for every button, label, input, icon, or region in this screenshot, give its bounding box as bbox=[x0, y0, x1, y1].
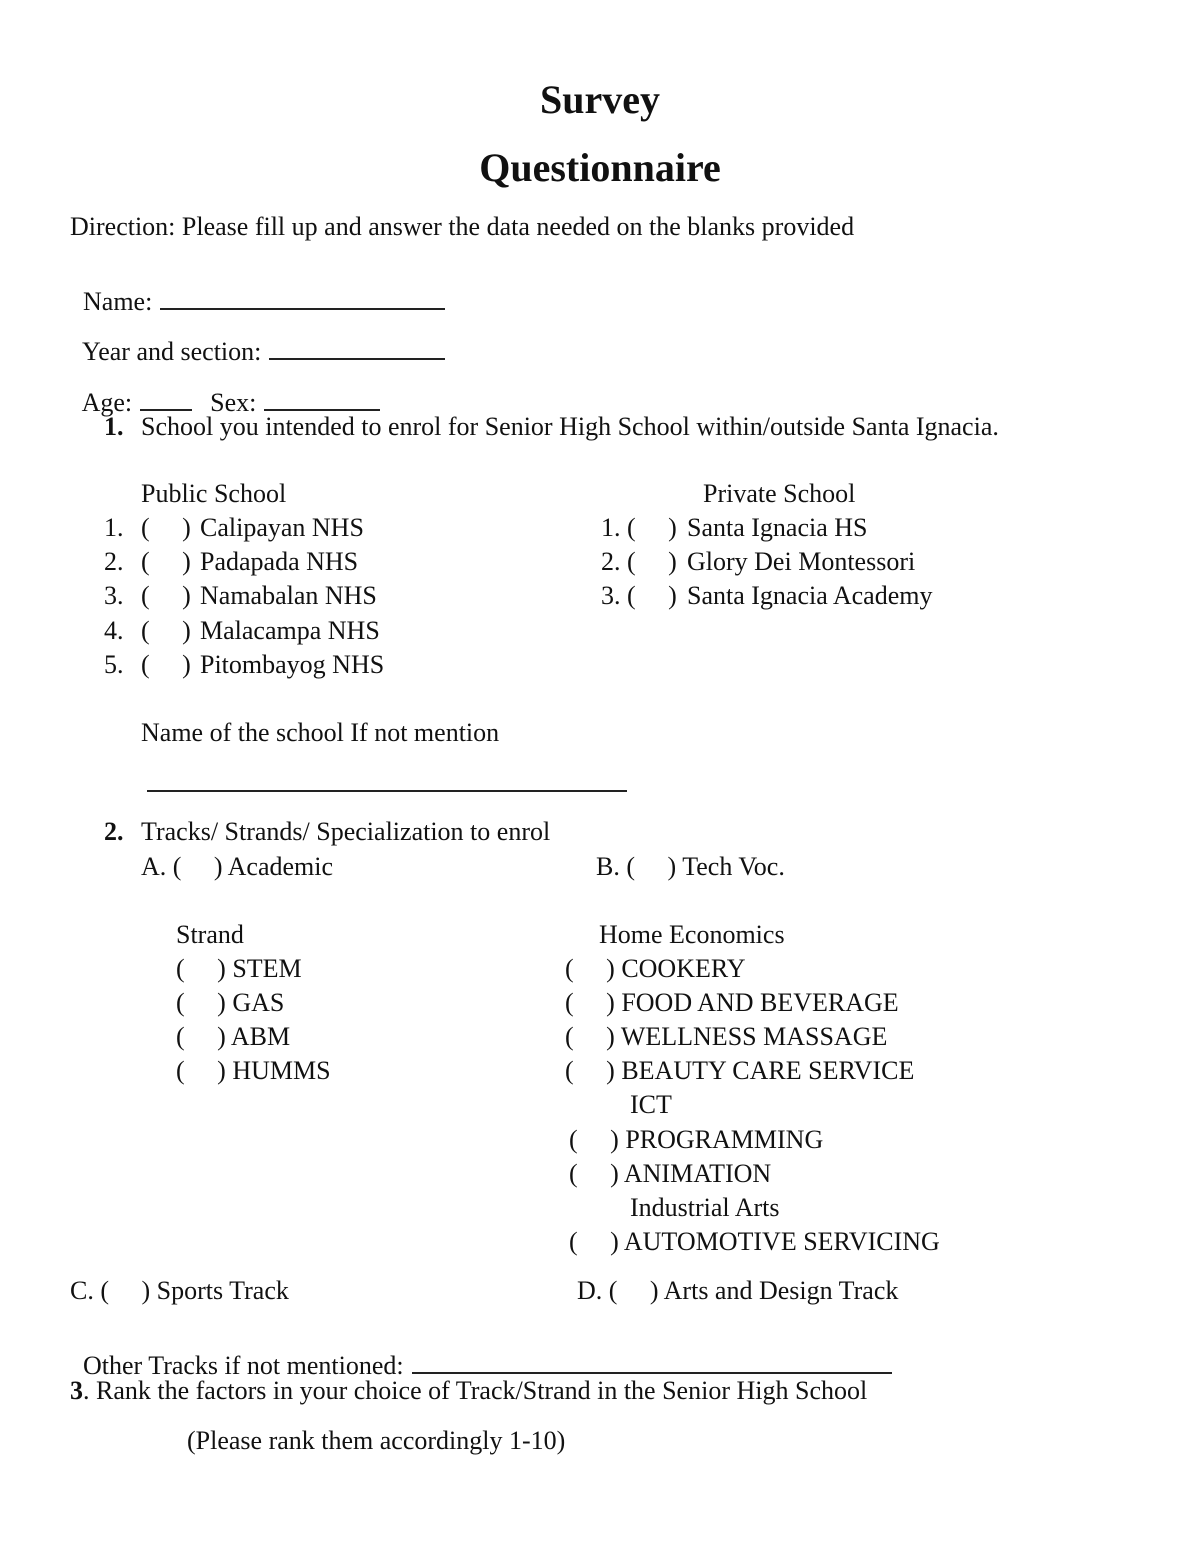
q1-number: 1. bbox=[104, 412, 124, 441]
q2-number: 2. bbox=[104, 817, 124, 846]
track-tech-voc[interactable]: B. ( ) Tech Voc. bbox=[596, 852, 785, 881]
checkbox-paren[interactable]: ( ) bbox=[141, 616, 191, 645]
other-school-blank[interactable] bbox=[147, 790, 627, 792]
sex-label: Sex: bbox=[210, 388, 257, 417]
public-school-item[interactable]: 4. ( ) Malacampa NHS bbox=[104, 616, 380, 645]
title-line-1: Survey bbox=[540, 77, 660, 122]
direction-text: Direction: Please fill up and answer the data needed on the blanks provided bbox=[70, 212, 855, 241]
title-line-2: Questionnaire bbox=[479, 145, 721, 190]
private-school-header: Private School bbox=[703, 479, 856, 508]
home-econ-item[interactable]: ( ) BEAUTY CARE SERVICE bbox=[565, 1056, 915, 1085]
public-school-item[interactable]: 5. ( ) Pitombayog NHS bbox=[104, 650, 385, 679]
q3-row bbox=[70, 1378, 867, 1404]
public-school-header: Public School bbox=[141, 479, 287, 508]
checkbox-paren[interactable]: ( ) bbox=[141, 650, 191, 679]
checkbox-paren[interactable]: ( ) bbox=[141, 581, 191, 610]
year-section-blank[interactable] bbox=[269, 357, 445, 360]
track-academic[interactable]: A. ( ) Academic bbox=[141, 852, 334, 881]
private-school-item[interactable]: 2. ( ) Glory Dei Montessori bbox=[601, 547, 916, 576]
private-school-item[interactable]: 1. ( ) Santa Ignacia HS bbox=[601, 513, 868, 542]
home-econ-item[interactable]: ( ) WELLNESS MASSAGE bbox=[565, 1022, 888, 1051]
public-school-item[interactable]: 3. ( ) Namabalan NHS bbox=[104, 581, 377, 610]
q1-text: School you intended to enrol for Senior High School within/outside Santa Ignacia. bbox=[141, 412, 999, 441]
public-school-item[interactable]: 2. ( ) Padapada NHS bbox=[104, 547, 359, 576]
age-sex-field-row bbox=[70, 364, 380, 416]
private-school-item[interactable]: 3. ( ) Santa Ignacia Academy bbox=[601, 581, 933, 610]
age-blank[interactable] bbox=[140, 408, 192, 411]
other-tracks-label: Other Tracks if not mentioned: bbox=[83, 1351, 404, 1380]
year-section-label: Year and section: bbox=[82, 337, 262, 366]
strand-item[interactable]: ( ) HUMMS bbox=[176, 1056, 331, 1085]
ict-item[interactable]: ( ) PROGRAMMING bbox=[569, 1125, 824, 1154]
other-school-label: Name of the school If not mention bbox=[141, 718, 500, 747]
name-field-row bbox=[70, 263, 445, 315]
q3-number: 3 bbox=[70, 1376, 83, 1405]
q3-text: . Rank the factors in your choice of Track/Strand in the Senior High School bbox=[83, 1376, 868, 1405]
strand-item[interactable]: ( ) STEM bbox=[176, 954, 302, 983]
sex-blank[interactable] bbox=[264, 408, 380, 411]
q3-note: (Please rank them accordingly 1-10) bbox=[187, 1426, 566, 1455]
track-sports[interactable]: C. ( ) Sports Track bbox=[70, 1276, 289, 1305]
age-label: Age: bbox=[81, 388, 133, 417]
other-tracks-blank[interactable] bbox=[412, 1371, 892, 1374]
industrial-item[interactable]: ( ) AUTOMOTIVE SERVICING bbox=[569, 1227, 940, 1256]
name-label: Name: bbox=[83, 287, 153, 316]
other-tracks-row bbox=[70, 1327, 892, 1379]
strand-header: Strand bbox=[176, 920, 244, 949]
checkbox-paren[interactable]: ( ) bbox=[141, 547, 191, 576]
name-blank[interactable] bbox=[160, 307, 445, 310]
strand-item[interactable]: ( ) GAS bbox=[176, 988, 285, 1017]
q2-text: Tracks/ Strands/ Specialization to enrol bbox=[141, 817, 551, 846]
home-economics-header: Home Economics bbox=[599, 920, 785, 949]
strand-item[interactable]: ( ) ABM bbox=[176, 1022, 291, 1051]
public-school-item[interactable]: 1. ( ) Calipayan NHS bbox=[104, 513, 364, 542]
home-econ-item[interactable]: ( ) COOKERY bbox=[565, 954, 746, 983]
industrial-arts-header: Industrial Arts bbox=[630, 1193, 780, 1222]
ict-header: ICT bbox=[630, 1090, 672, 1119]
checkbox-paren[interactable]: ( ) bbox=[141, 513, 191, 542]
track-arts-design[interactable]: D. ( ) Arts and Design Track bbox=[577, 1276, 899, 1305]
ict-item[interactable]: ( ) ANIMATION bbox=[569, 1159, 772, 1188]
year-section-field-row bbox=[70, 313, 445, 365]
home-econ-item[interactable]: ( ) FOOD AND BEVERAGE bbox=[565, 988, 899, 1017]
